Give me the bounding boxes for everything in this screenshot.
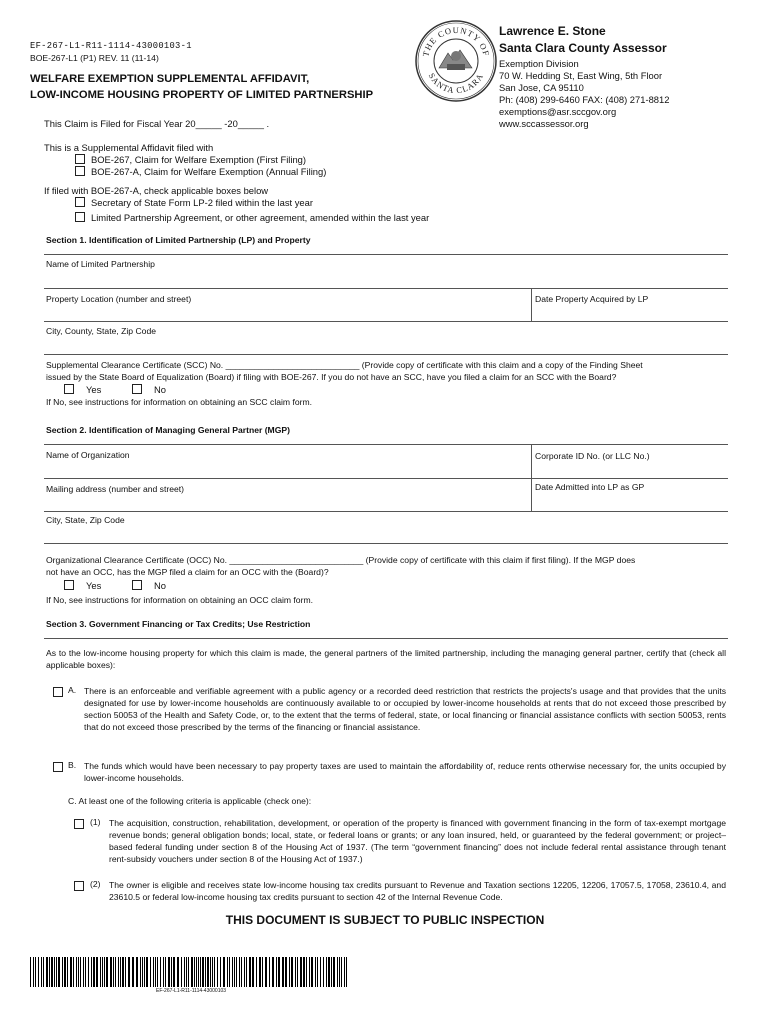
barcode-bar [150,957,151,987]
assessor-website[interactable]: www.sccassessor.org [499,118,589,129]
barcode-bar [289,957,290,987]
barcode-bar [30,957,31,987]
barcode-bar [54,957,55,987]
divider [44,444,728,445]
barcode-bar [67,957,68,987]
assessor-name: Lawrence E. Stone [499,24,606,38]
barcode-bar [210,957,211,987]
divider [44,321,728,322]
scc-if-no: If No, see instructions for information on obtaining an SCC claim form. [46,397,313,407]
barcode-bar [337,957,338,987]
filed-with-opt2[interactable]: BOE-267-A, Claim for Welfare Exemption (Annual Filing) [75,166,326,177]
barcode-bar [212,957,213,987]
barcode-bar [188,957,189,987]
item-b-label: B. [68,760,77,770]
filed-with-opt3[interactable]: Secretary of State Form LP-2 filed within the last year [75,197,313,208]
divider [44,638,728,639]
barcode-bar [83,957,84,987]
barcode-bar [171,957,172,987]
form-title-line2: LOW-INCOME HOUSING PROPERTY OF LIMITED PARTNERSHIP [30,89,374,101]
organization-name-field[interactable]: Name of Organization [46,450,130,460]
barcode-bar [265,957,267,987]
barcode-bar [239,957,240,987]
barcode-bar [303,957,305,987]
barcode-bar [259,957,261,987]
date-admitted-field[interactable]: Date Admitted into LP as GP [535,482,645,492]
barcode-bar [110,957,112,987]
barcode-bar [118,957,119,987]
item-c-text: C. At least one of the following criteria is applicable (check one): [68,796,312,806]
barcode-bar [163,957,164,987]
property-location-field[interactable]: Property Location (number and street) [46,294,192,304]
barcode-bar [346,957,347,987]
barcode-bar [78,957,79,987]
barcode-bar [46,957,48,987]
barcode-bar [128,957,130,987]
mgp-city-field[interactable]: City, State, Zip Code [46,515,125,525]
barcode-bar [344,957,345,987]
form-revision: BOE-267-L1 (P1) REV. 11 (11-14) [30,53,159,63]
corporate-id-field[interactable]: Corporate ID No. (or LLC No.) [535,451,650,461]
checkbox-a[interactable] [53,687,63,697]
barcode-bar [165,957,166,987]
assessor-address1: 70 W. Hedding St, East Wing, 5th Floor [499,70,663,81]
barcode-bar [155,957,156,987]
item-a-text: There is an enforceable and verifiable agreement with a public agency or a recorded deed restriction that restricts the projects's usage and that provides that the units designated for use by lower-income households are continuously available to or occupied by lower-income households at rents that do not exceed those prescribed by section 50053 of the Health and Safety Code, or, to the extent that the terms of federal, state, or local financing or financial assistance conflicts with section 50053, rents that do not exceed those prescribed by the terms of the financing or financial assistance. [84,686,726,732]
barcode-bar [229,957,230,987]
barcode-bar [220,957,221,987]
barcode-bar [241,957,242,987]
barcode-bar [100,957,101,987]
barcode [30,957,350,987]
item-b-text: The funds which would have been necessary to pay property taxes are used to maintain the affordability of, reduce rents otherwise necessary for, the units occupied by lower-income households. [84,761,726,783]
barcode-bar [297,957,298,987]
barcode-bar [194,957,195,987]
barcode-bar [315,957,316,987]
barcode-bar [120,957,121,987]
filed-with-intro: This is a Supplemental Affidavit filed with [44,142,214,153]
barcode-bar [62,957,63,987]
barcode-bar [93,957,95,987]
barcode-bar [227,957,228,987]
barcode-bar [144,957,145,987]
section3-intro: As to the low-income housing property for which this claim is made, the general partners of the limited partnership, including the managing general partner, certify that (check all applicable boxes): [46,648,726,670]
item-a-label: A. [68,685,77,695]
barcode-bar [269,957,270,987]
barcode-bar [333,957,335,987]
barcode-bar [207,957,209,987]
barcode-bar [88,957,89,987]
seal-bottom-text: SANTA CLARA [426,71,486,96]
barcode-bar [140,957,141,987]
filed-with-opt1[interactable]: BOE-267, Claim for Welfare Exemption (First Filing) [75,154,306,165]
fiscal-year-line: This Claim is Filed for Fiscal Year 20_____ -20_____ . [44,118,270,129]
checkbox[interactable] [64,580,74,590]
barcode-bar [73,957,74,987]
assessor-email[interactable]: exemptions@asr.sccgov.org [499,106,617,117]
barcode-bar [252,957,254,987]
barcode-bar [96,957,98,987]
barcode-bar [202,957,204,987]
barcode-bar [104,957,105,987]
barcode-bar [291,957,293,987]
county-seal [415,20,497,102]
barcode-bar [186,957,187,987]
assessor-division: Exemption Division [499,58,579,69]
public-inspection-notice: THIS DOCUMENT IS SUBJECT TO PUBLIC INSPECTION [225,913,545,927]
barcode-bar [153,957,154,987]
barcode-bar [236,957,237,987]
form-title-line1: WELFARE EXEMPTION SUPPLEMENTAL AFFIDAVIT, [30,73,310,85]
section3-heading: Section 3. Government Financing or Tax Credits; Use Restriction [46,619,311,629]
barcode-bar [160,957,161,987]
item-c1-label: (1) [90,817,101,827]
barcode-bar [339,957,340,987]
barcode-bar [173,957,175,987]
divider [44,543,728,544]
barcode-bar [132,957,134,987]
barcode-bar [232,957,233,987]
scc-line2: issued by the State Board of Equalization (Board) if filing with BOE-267. If you do not have an SCC, have you filed a claim for an SCC with the Board? [46,372,617,382]
barcode-bar [80,957,81,987]
checkbox[interactable] [75,212,85,222]
scc-no-option[interactable]: No [132,384,166,395]
barcode-bar [85,957,86,987]
barcode-bar [244,957,245,987]
divider [44,254,728,255]
barcode-bar [262,957,263,987]
barcode-bar [91,957,92,987]
divider [44,288,728,289]
occ-if-no: If No, see instructions for information on obtaining an OCC claim form. [46,595,313,605]
barcode-bar [33,957,34,987]
barcode-bar [306,957,307,987]
seal-top-text: THE COUNTY OF [420,24,492,58]
filed-with-opt4[interactable]: Limited Partnership Agreement, or other agreement, amended within the last year [75,212,429,223]
barcode-bar [168,957,170,987]
item-c1-text: The acquisition, construction, rehabilitation, development, or operation of the property is financed with government financing in the form of tax-exempt mortgage revenue bonds; general obligation bonds; local, state, or federal loans or grants; or any loan insured, held, or guaranteed by the federal government; or project–based federal funding under section 8 of the Housing Act of 1937. (The term “government financing” does not include federal rental assistance through tenant rent-subsidy vouchers under section 8 of the Housing Act of 1937.) [109,818,726,864]
checkbox[interactable] [132,384,142,394]
checkbox-c2[interactable] [74,881,84,891]
barcode-bar [311,957,313,987]
barcode-bar [295,957,296,987]
barcode-bar [191,957,193,987]
barcode-bar [331,957,332,987]
item-c2-label: (2) [90,879,101,889]
barcode-bar [125,957,126,987]
barcode-bar [102,957,103,987]
barcode-bar [113,957,114,987]
barcode-bar [157,957,158,987]
barcode-bar [217,957,218,987]
barcode-bar [76,957,77,987]
barcode-bar [320,957,321,987]
occ-line2: not have an OCC, has the MGP filed a claim for an OCC with the (Board)? [46,567,329,577]
barcode-bar [328,957,330,987]
barcode-bar [181,957,182,987]
barcode-bar [122,957,124,987]
barcode-bar [323,957,324,987]
checkbox-c1[interactable] [74,819,84,829]
checkbox[interactable] [132,580,142,590]
barcode-bar [64,957,66,987]
barcode-bar [38,957,39,987]
barcode-bar [246,957,247,987]
barcode-bar [326,957,327,987]
occ-line1: Organizational Clearance Certificate (OCC) No. ____________________________ (Provide copy of certificate with this claim if first filing). If the MGP does [46,555,636,565]
scc-yes-option[interactable]: Yes [64,384,101,395]
occ-yes-option[interactable]: Yes [64,580,101,591]
barcode-bar [205,957,206,987]
barcode-bar [58,957,60,987]
section1-heading: Section 1. Identification of Limited Partnership (LP) and Property [46,235,311,245]
assessor-address2: San Jose, CA 95110 [499,82,584,93]
lp-city-field[interactable]: City, County, State, Zip Code [46,326,157,336]
barcode-bar [282,957,284,987]
barcode-bar [70,957,72,987]
mailing-address-field[interactable]: Mailing address (number and street) [46,484,185,494]
item-c2-text: The owner is eligible and receives state low-income housing tax credits pursuant to Revenue and Taxation sections 12205, 12206, 17057.5, 17058, 23610.4, and 23610.5 or federal low-income housing tax credits pursuant to section 42 of the Internal Revenue Code. [109,880,726,902]
barcode-bar [43,957,44,987]
scc-line1: Supplemental Clearance Certificate (SCC) No. ____________________________ (Provide copy of certificate with this claim and a copy of the Finding Sheet [46,360,643,370]
barcode-bar [309,957,310,987]
checkbox[interactable] [75,166,85,176]
occ-no-option[interactable]: No [132,580,166,591]
barcode-bar [136,957,138,987]
barcode-bar [106,957,108,987]
divider [44,511,728,512]
barcode-bar [317,957,318,987]
barcode-caption: EF-267-L1-R11-1114-43000103 [156,988,227,994]
divider [44,478,728,479]
barcode-bar [115,957,116,987]
checkbox-b[interactable] [53,762,63,772]
barcode-bar [49,957,50,987]
barcode-bar [177,957,179,987]
section2-heading: Section 2. Identification of Managing General Partner (MGP) [46,425,290,435]
barcode-bar [234,957,235,987]
assessor-phone: Ph: (408) 299-6460 FAX: (408) 271-8812 [499,94,670,105]
barcode-bar [341,957,342,987]
barcode-bar [200,957,201,987]
if-filed-note: If filed with BOE-267-A, check applicable boxes below [44,185,269,196]
checkbox[interactable] [75,154,85,164]
barcode-bar [56,957,57,987]
form-code: EF-267-L1-R11-1114-43000103-1 [30,41,192,51]
barcode-bar [300,957,302,987]
divider [44,354,728,355]
barcode-bar [223,957,225,987]
assessor-title: Santa Clara County Assessor [499,41,667,55]
barcode-bar [214,957,215,987]
barcode-bar [278,957,280,987]
barcode-bar [142,957,143,987]
checkbox[interactable] [64,384,74,394]
barcode-bar [184,957,185,987]
barcode-bar [276,957,277,987]
divider [531,288,532,321]
barcode-bar [41,957,42,987]
barcode-bar [198,957,199,987]
barcode-bar [146,957,148,987]
barcode-bar [272,957,274,987]
lp-name-field[interactable]: Name of Limited Partnership [46,259,155,269]
barcode-bar [35,957,36,987]
barcode-bar [196,957,197,987]
barcode-bar [285,957,287,987]
barcode-bar [249,957,251,987]
date-acquired-field[interactable]: Date Property Acquired by LP [535,294,649,304]
barcode-bar [51,957,53,987]
barcode-bar [256,957,257,987]
checkbox[interactable] [75,197,85,207]
